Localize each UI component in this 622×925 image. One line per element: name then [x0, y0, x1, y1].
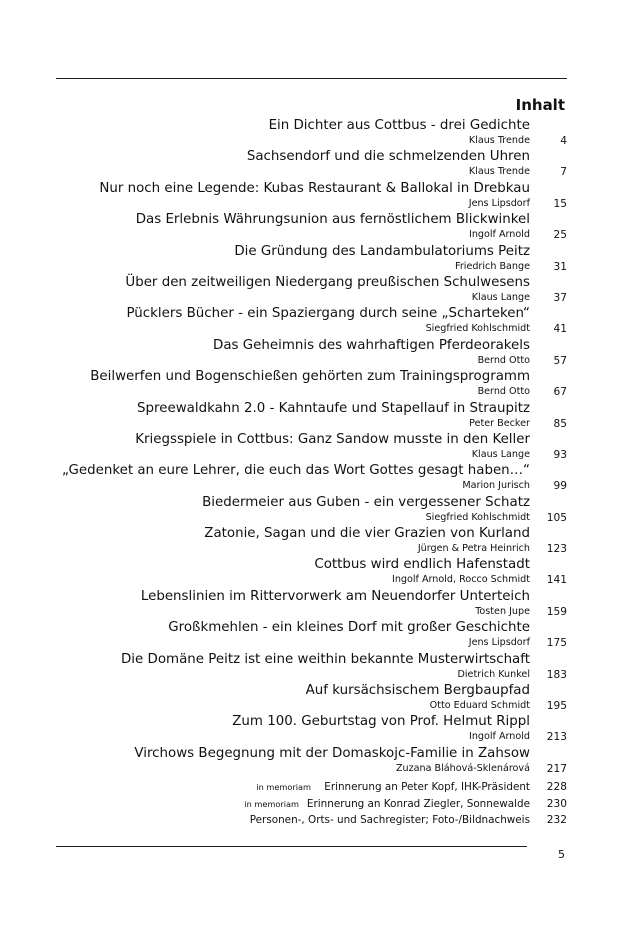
entry-page-number: 99 — [553, 480, 567, 493]
toc-entry — [56, 431, 567, 462]
appendix-page-number: 232 — [546, 814, 567, 826]
entry-author: Siegfried Kohlschmidt — [425, 511, 530, 523]
entry-page-number: 159 — [546, 605, 567, 618]
entry-page-number: 37 — [553, 291, 567, 304]
entry-author: Klaus Trende — [468, 135, 530, 146]
entry-page-number: 25 — [553, 229, 567, 242]
entry-title: Großkmehlen - ein kleines Dorf mit großer Geschichte — [168, 620, 530, 636]
toc-entry — [56, 556, 567, 587]
entry-page-number: 31 — [553, 260, 567, 273]
entry-author: Jens Lipsdorf — [468, 197, 530, 209]
entry-page-number: 93 — [553, 448, 567, 461]
entry-author: Ingolf Arnold, Rocco Schmidt — [392, 574, 530, 586]
entry-page-number: 175 — [546, 637, 567, 650]
entry-author: Klaus Trende — [468, 166, 530, 178]
entry-author: Peter Becker — [469, 417, 530, 429]
toc-entry — [56, 305, 567, 336]
entry-author: Ingolf Arnold — [468, 229, 530, 241]
toc-entry — [56, 525, 567, 556]
entry-author: Tosten Jupe — [475, 605, 530, 617]
entry-title: Lebenslinien im Rittervorwerk am Neuendorfer Unterteich — [140, 588, 530, 604]
entry-author: Klaus Lange — [471, 448, 530, 460]
entry-title: Das Geheimnis des wahrhaftigen Pferdeorakels — [213, 337, 530, 353]
entry-page-number: 15 — [553, 197, 567, 210]
entry-page-number: 195 — [546, 700, 567, 713]
toc-entry — [56, 588, 567, 619]
appendix-title: Erinnerung an Konrad Ziegler, Sonnewalde — [306, 797, 530, 810]
toc-entry — [56, 400, 567, 431]
entry-title: „Gedenket an eure Lehrer, die euch das Wort Gottes gesagt haben…“ — [62, 463, 530, 479]
page-number: 5 — [558, 848, 565, 861]
entry-author: Marion Jurisch — [462, 480, 530, 492]
entry-author: Friedrich Bange — [455, 260, 530, 272]
entry-page-number: 141 — [546, 574, 567, 587]
toc-heading: Inhalt — [515, 96, 565, 114]
toc-entry — [56, 713, 567, 744]
toc-entry — [56, 180, 567, 211]
toc-entry — [56, 243, 567, 274]
entry-author: Jürgen & Petra Heinrich — [417, 543, 530, 555]
toc-entry — [56, 619, 567, 650]
entry-title: Cottbus wird endlich Hafenstadt — [314, 557, 530, 573]
entry-title: Sachsendorf und die schmelzenden Uhren — [246, 149, 530, 165]
appendix-entry — [56, 798, 567, 815]
toc-entry — [56, 274, 567, 305]
entry-page-number: 67 — [553, 386, 567, 399]
entry-title: Pücklers Bücher - ein Spaziergang durch seine „Scharteken“ — [126, 306, 530, 322]
bottom-rule — [56, 846, 527, 847]
appendix-entry — [56, 814, 567, 831]
in-memoriam-label: in memoriam — [256, 782, 311, 792]
entry-page-number: 183 — [546, 668, 567, 681]
in-memoriam-label: in memoriam — [244, 798, 299, 809]
toc-entry — [56, 148, 567, 179]
toc-entry — [56, 117, 567, 148]
entry-title: Die Domäne Peitz ist eine weithin bekannte Musterwirtschaft — [121, 651, 530, 667]
entry-author: Jens Lipsdorf — [468, 637, 530, 649]
entry-title: Die Gründung des Landambulatoriums Peitz — [234, 243, 530, 259]
entry-author: Dietrich Kunkel — [457, 668, 530, 680]
entry-title: Nur noch eine Legende: Kubas Restaurant & Ballokal in Drebkau — [99, 180, 530, 196]
entry-page-number: 41 — [553, 323, 567, 336]
toc-entry — [56, 462, 567, 493]
entry-page-number: 217 — [546, 762, 567, 775]
entry-page-number: 105 — [546, 511, 567, 524]
appendix-title: Personen-, Orts- und Sachregister; Foto-/Bildnachweis — [249, 814, 530, 826]
appendix-title: Erinnerung an Peter Kopf, IHK-Präsident — [324, 781, 530, 793]
toc-entry — [56, 651, 567, 682]
toc-entry — [56, 494, 567, 525]
entry-title: Spreewaldkahn 2.0 - Kahntaufe und Stapellauf in Straupitz — [137, 400, 530, 416]
entry-author: Otto Eduard Schmidt — [429, 700, 530, 712]
toc-entry — [56, 211, 567, 242]
entry-title: Virchows Begegnung mit der Domaskojc-Familie in Zahsow — [134, 745, 530, 761]
entry-title: Auf kursächsischem Bergbaupfad — [305, 683, 530, 699]
entry-author: Siegfried Kohlschmidt — [425, 323, 530, 335]
toc-appendix — [56, 781, 567, 831]
entry-title: Ein Dichter aus Cottbus - drei Gedichte — [268, 118, 530, 133]
top-rule — [56, 78, 567, 79]
entry-title: Zatonie, Sagan und die vier Grazien von Kurland — [204, 526, 530, 542]
entry-author: Klaus Lange — [471, 291, 530, 303]
entry-title: Biedermeier aus Guben - ein vergessener Schatz — [202, 494, 530, 510]
entry-author: Bernd Otto — [477, 354, 530, 366]
table-of-contents — [56, 117, 567, 776]
entry-page-number: 213 — [546, 731, 567, 744]
toc-entry — [56, 368, 567, 399]
appendix-page-number: 228 — [546, 781, 567, 793]
entry-page-number: 123 — [546, 543, 567, 556]
toc-entry — [56, 682, 567, 713]
entry-title: Das Erlebnis Währungsunion aus fernöstlichem Blickwinkel — [135, 212, 530, 228]
appendix-entry — [56, 781, 567, 798]
entry-title: Über den zeitweiligen Niedergang preußischen Schulwesens — [125, 274, 530, 290]
entry-title: Beilwerfen und Bogenschießen gehörten zum Trainingsprogramm — [90, 369, 530, 385]
entry-title: Zum 100. Geburtstag von Prof. Helmut Rippl — [232, 714, 530, 730]
toc-entry — [56, 745, 567, 776]
entry-author: Zuzana Bláhová-Sklenárová — [395, 762, 530, 774]
entry-title: Kriegsspiele in Cottbus: Ganz Sandow musste in den Keller — [135, 431, 530, 447]
entry-author: Ingolf Arnold — [468, 731, 530, 743]
toc-entry — [56, 337, 567, 368]
entry-page-number: 57 — [553, 354, 567, 367]
entry-page-number: 4 — [560, 135, 567, 147]
entry-page-number: 7 — [560, 166, 567, 179]
entry-page-number: 85 — [553, 417, 567, 430]
entry-author: Bernd Otto — [477, 386, 530, 398]
appendix-page-number: 230 — [546, 797, 567, 810]
